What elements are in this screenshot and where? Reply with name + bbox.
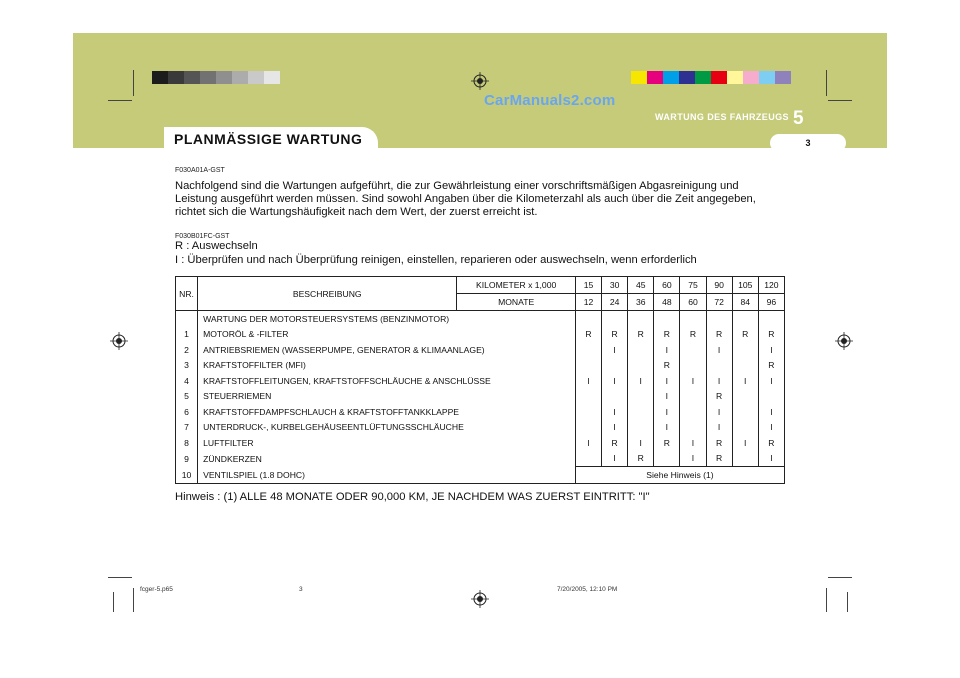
interval-cell: I	[628, 373, 654, 389]
interval-cell	[732, 358, 758, 374]
table-row	[176, 435, 785, 451]
registration-mark-icon	[110, 332, 128, 350]
interval-cell	[575, 358, 601, 374]
interval-cell: I	[732, 373, 758, 389]
row-number: 7	[176, 420, 198, 436]
month-interval: 72	[706, 294, 732, 311]
interval-cell: R	[628, 327, 654, 343]
interval-cell: I	[602, 420, 628, 436]
row-number: 3	[176, 358, 198, 374]
color-swatch	[695, 71, 711, 84]
row-number: 9	[176, 451, 198, 467]
interval-cell	[732, 311, 758, 327]
interval-cell: R	[732, 327, 758, 343]
interval-cell: R	[654, 327, 680, 343]
interval-cell: I	[680, 435, 706, 451]
interval-cell	[575, 404, 601, 420]
month-interval: 36	[628, 294, 654, 311]
footer-page: 3	[299, 586, 303, 593]
interval-cell	[680, 358, 706, 374]
interval-cell	[680, 389, 706, 405]
kilometer-label: KILOMETER x 1,000	[457, 277, 576, 294]
row-description: KRAFTSTOFFILTER (MFI)	[198, 358, 576, 374]
color-swatch	[663, 71, 679, 84]
interval-cell	[654, 451, 680, 467]
crop-mark	[826, 70, 827, 96]
chapter-number: 5	[793, 108, 804, 129]
registration-mark-icon	[471, 590, 489, 608]
interval-cell	[732, 420, 758, 436]
month-interval: 60	[680, 294, 706, 311]
crop-mark	[828, 577, 852, 578]
interval-cell	[575, 420, 601, 436]
interval-cell	[628, 311, 654, 327]
interval-cell: R	[706, 451, 732, 467]
months-label: MONATE	[457, 294, 576, 311]
table-row	[176, 327, 785, 343]
registration-mark-icon	[471, 72, 489, 90]
gray-swatch	[216, 71, 232, 84]
crop-mark	[108, 100, 132, 101]
grayscale-swatch-bar	[152, 71, 280, 84]
interval-cell	[758, 389, 784, 405]
interval-cell: R	[706, 327, 732, 343]
gray-swatch	[248, 71, 264, 84]
row-description: STEUERRIEMEN	[198, 389, 576, 405]
footer-date: 7/20/2005, 12:10 PM	[557, 586, 618, 593]
km-interval: 30	[602, 277, 628, 294]
month-interval: 12	[575, 294, 601, 311]
interval-cell: R	[654, 435, 680, 451]
nr-header: NR.	[176, 277, 198, 311]
row-description: ZÜNDKERZEN	[198, 451, 576, 467]
registration-mark-icon	[835, 332, 853, 350]
interval-cell: I	[706, 373, 732, 389]
row-number: 5	[176, 389, 198, 405]
interval-cell: I	[706, 404, 732, 420]
row-number: 8	[176, 435, 198, 451]
interval-cell	[602, 358, 628, 374]
table-row	[176, 451, 785, 467]
color-swatch	[679, 71, 695, 84]
legend-inspect: I : Überprüfen und nach Überprüfung reinigen, einstellen, reparieren oder auswechseln, wenn erforderlich	[175, 254, 697, 266]
color-swatch	[743, 71, 759, 84]
interval-cell	[575, 389, 601, 405]
row-number: 6	[176, 404, 198, 420]
interval-cell: R	[602, 435, 628, 451]
color-swatch	[647, 71, 663, 84]
interval-cell: R	[758, 327, 784, 343]
interval-cell	[732, 451, 758, 467]
km-interval: 75	[680, 277, 706, 294]
row-number: 1	[176, 327, 198, 343]
interval-cell	[680, 420, 706, 436]
legend-replace: R : Auswechseln	[175, 240, 258, 252]
interval-cell	[732, 342, 758, 358]
interval-cell: I	[628, 435, 654, 451]
table-row	[176, 389, 785, 405]
interval-cell	[706, 311, 732, 327]
section-title-row	[176, 311, 785, 327]
intro-code: F030A01A-GST	[175, 167, 225, 174]
row-description: KRAFTSTOFFDAMPFSCHLAUCH & KRAFTSTOFFTANKKLAPPE	[198, 404, 576, 420]
interval-cell	[628, 342, 654, 358]
interval-cell: R	[706, 435, 732, 451]
crop-mark	[108, 577, 132, 578]
interval-cell	[628, 389, 654, 405]
gray-swatch	[264, 71, 280, 84]
crop-mark	[113, 592, 114, 612]
legend-code: F030B01FC-GST	[175, 233, 230, 240]
row-description: MOTORÖL & -FILTER	[198, 327, 576, 343]
row-number: 4	[176, 373, 198, 389]
interval-cell: R	[628, 451, 654, 467]
interval-cell: I	[758, 404, 784, 420]
interval-cell	[628, 404, 654, 420]
row-description: LUFTFILTER	[198, 435, 576, 451]
table-row	[176, 420, 785, 436]
interval-cell	[575, 342, 601, 358]
interval-cell: R	[758, 358, 784, 374]
intro-paragraph: Nachfolgend sind die Wartungen aufgeführt, die zur Gewährleistung einer vorschriftsmäßigen Abgasreinigung und Leistung ausgeführt werden müssen. Sind sowohl Angaben über die Kilometerzahl als auch über die Zeit angegeben, richtet sich die Wartungshäufigkeit nach dem Wert, der zuerst erreicht ist.	[175, 180, 756, 218]
table-row	[176, 342, 785, 358]
interval-cell: I	[602, 451, 628, 467]
interval-cell: I	[706, 342, 732, 358]
color-swatch	[711, 71, 727, 84]
table-row	[176, 358, 785, 374]
crop-mark	[847, 592, 848, 612]
interval-cell	[575, 311, 601, 327]
km-interval: 45	[628, 277, 654, 294]
interval-cell: I	[602, 373, 628, 389]
interval-cell	[680, 342, 706, 358]
km-interval: 15	[575, 277, 601, 294]
month-interval: 84	[732, 294, 758, 311]
watermark-link[interactable]: CarManuals2.com	[484, 92, 616, 109]
interval-cell: I	[758, 373, 784, 389]
row-number: 2	[176, 342, 198, 358]
interval-cell: I	[575, 373, 601, 389]
interval-cell	[602, 389, 628, 405]
interval-cell: I	[680, 451, 706, 467]
interval-cell: R	[680, 327, 706, 343]
crop-mark	[133, 70, 134, 96]
interval-cell	[628, 420, 654, 436]
km-interval: 90	[706, 277, 732, 294]
crop-mark	[133, 588, 134, 612]
interval-cell: I	[758, 451, 784, 467]
interval-cell: R	[575, 327, 601, 343]
crop-mark	[826, 588, 827, 612]
gray-swatch	[200, 71, 216, 84]
row-description: KRAFTSTOFFLEITUNGEN, KRAFTSTOFFSCHLÄUCHE & ANSCHLÜSSE	[198, 373, 576, 389]
interval-cell: I	[758, 342, 784, 358]
interval-cell: I	[602, 404, 628, 420]
interval-cell: R	[758, 435, 784, 451]
interval-cell	[680, 404, 706, 420]
interval-cell: I	[654, 373, 680, 389]
interval-cell	[706, 358, 732, 374]
page-number-badge: 3	[770, 134, 846, 152]
interval-cell: I	[680, 373, 706, 389]
section-label: WARTUNG DES FAHRZEUGS	[655, 112, 789, 122]
interval-cell	[732, 404, 758, 420]
interval-cell	[654, 311, 680, 327]
interval-cell: I	[602, 342, 628, 358]
row-description: ANTRIEBSRIEMEN (WASSERPUMPE, GENERATOR & KLIMAANLAGE)	[198, 342, 576, 358]
gray-swatch	[184, 71, 200, 84]
row-note: Siehe Hinweis (1)	[575, 467, 784, 484]
row-description: VENTILSPIEL (1.8 DOHC)	[198, 467, 576, 484]
interval-cell	[575, 451, 601, 467]
km-interval: 105	[732, 277, 758, 294]
color-swatch-bar	[631, 71, 791, 84]
row-description: UNTERDRUCK-, KURBELGEHÄUSEENTLÜFTUNGSSCHLÄUCHE	[198, 420, 576, 436]
footer-file: fcger-5.p65	[140, 586, 173, 593]
interval-cell: R	[706, 389, 732, 405]
interval-cell: I	[654, 389, 680, 405]
color-swatch	[775, 71, 791, 84]
interval-cell	[680, 311, 706, 327]
interval-cell	[732, 389, 758, 405]
color-swatch	[759, 71, 775, 84]
interval-cell: I	[654, 342, 680, 358]
table-row	[176, 404, 785, 420]
interval-cell: I	[706, 420, 732, 436]
footnote: Hinweis : (1) ALLE 48 MONATE ODER 90,000 KM, JE NACHDEM WAS ZUERST EINTRITT: "I"	[175, 491, 650, 503]
month-interval: 48	[654, 294, 680, 311]
table-header-row	[176, 277, 785, 294]
row-number: 10	[176, 467, 198, 484]
color-swatch	[631, 71, 647, 84]
interval-cell: I	[732, 435, 758, 451]
nr-cell	[176, 311, 198, 327]
interval-cell: R	[602, 327, 628, 343]
interval-cell	[602, 311, 628, 327]
interval-cell: I	[654, 404, 680, 420]
page-title: PLANMÄSSIGE WARTUNG	[174, 131, 363, 147]
interval-cell	[628, 358, 654, 374]
table-row	[176, 373, 785, 389]
interval-cell: I	[654, 420, 680, 436]
interval-cell: R	[654, 358, 680, 374]
interval-cell	[758, 311, 784, 327]
month-interval: 96	[758, 294, 784, 311]
page-title-tab	[164, 127, 378, 155]
gray-swatch	[232, 71, 248, 84]
km-interval: 120	[758, 277, 784, 294]
interval-cell: I	[575, 435, 601, 451]
section-title: WARTUNG DER MOTORSTEUERSYSTEMS (BENZINMOTOR)	[198, 311, 576, 327]
interval-cell: I	[758, 420, 784, 436]
km-interval: 60	[654, 277, 680, 294]
description-header: BESCHREIBUNG	[198, 277, 457, 311]
gray-swatch	[152, 71, 168, 84]
gray-swatch	[168, 71, 184, 84]
crop-mark	[828, 100, 852, 101]
month-interval: 24	[602, 294, 628, 311]
table-row	[176, 467, 785, 484]
maintenance-schedule-table	[175, 276, 785, 484]
color-swatch	[727, 71, 743, 84]
